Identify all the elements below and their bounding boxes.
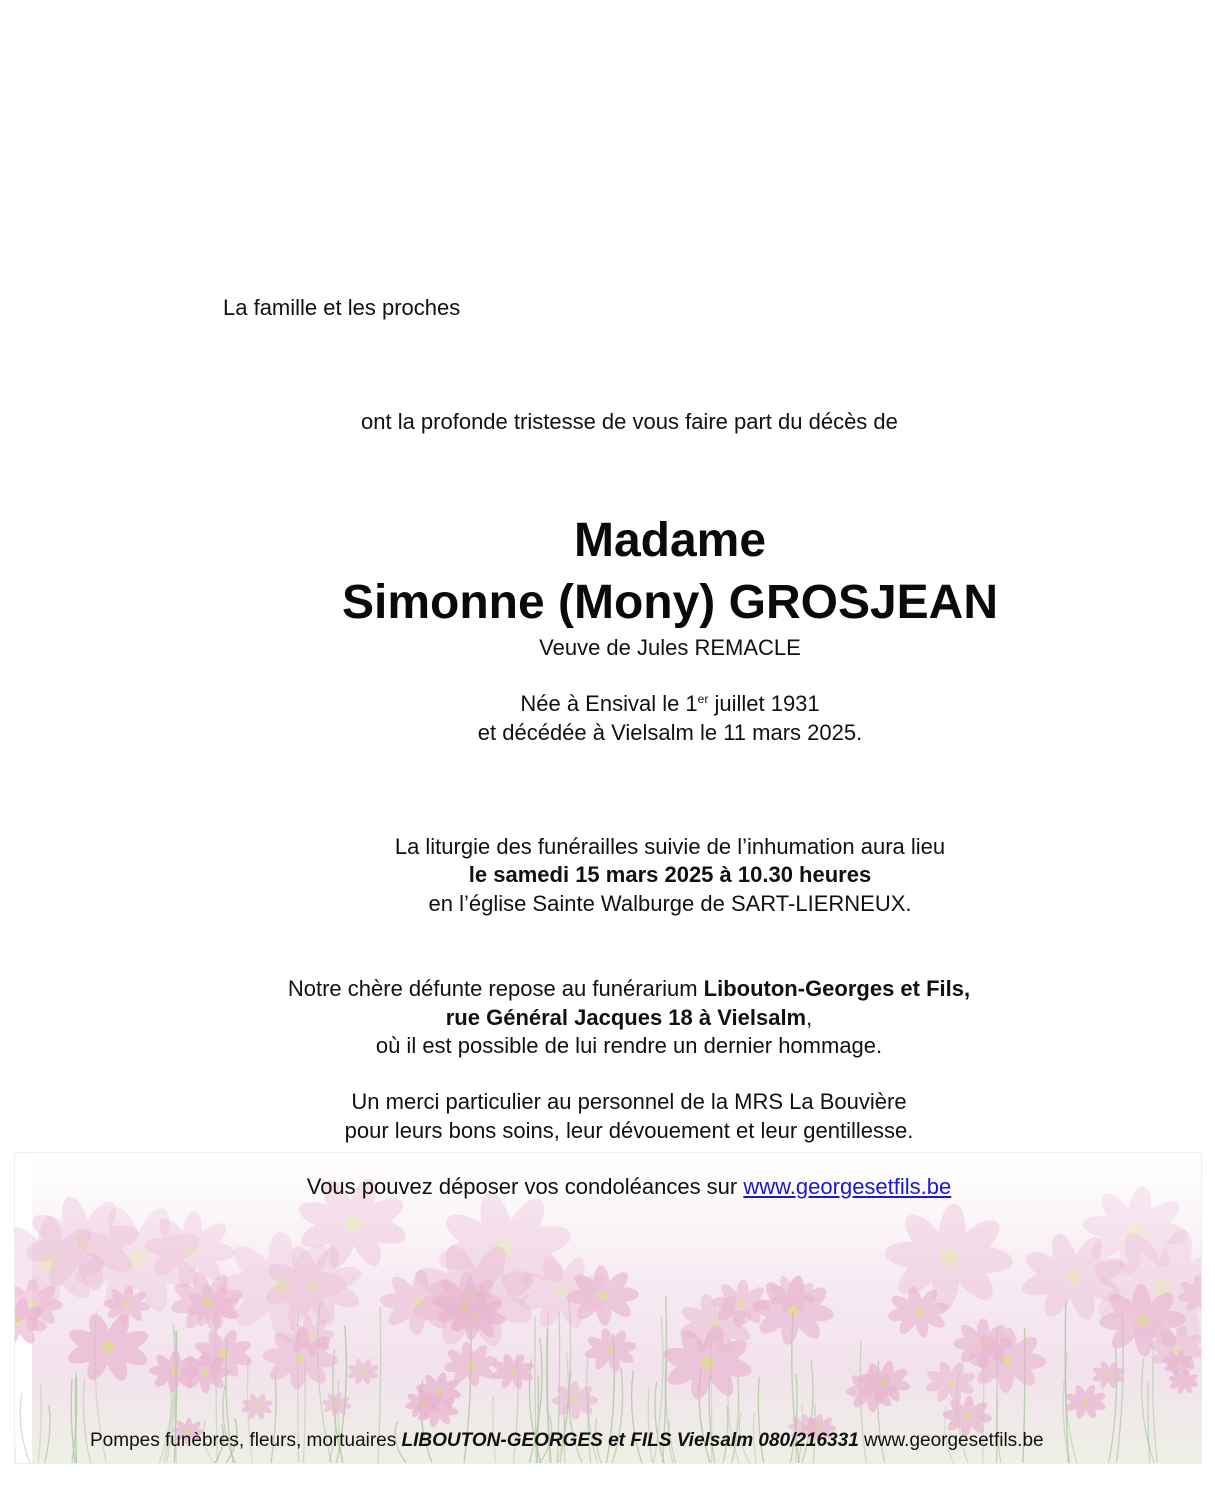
cosmos-flower [322,1392,352,1417]
birth-line [0,690,1215,718]
footer-prefix: Pompes funèbres, fleurs, mortuaires [90,1430,402,1451]
flower-stem [1148,1383,1150,1464]
cosmos-flower [1092,1360,1126,1389]
flower-stem [38,1385,41,1464]
funerarium-comma: , [806,1005,813,1030]
footer-website: www.georgesetfils.be [858,1430,1044,1451]
condolences-line [0,1173,1215,1201]
footer-company: LIBOUTON-GEORGES et FILS Vielsalm 080/216331 [401,1430,859,1451]
cosmos-flower [583,1327,637,1373]
flower-stem [20,1393,31,1464]
cosmos-flower [884,1203,1014,1312]
death-line: et décédée à Vielsalm le 11 mars 2025. [477,720,863,745]
cosmos-flower [180,1351,230,1393]
funerarium-address: rue Général Jacques 18 à Vielsalm [445,1005,807,1030]
widow-of: Veuve de Jules REMACLE [539,635,801,660]
announcement-text: ont la profonde tristesse de vous faire part du décès de [361,409,898,434]
intro-text: La famille et les proches [223,295,461,320]
cosmos-flower [241,1393,274,1421]
footer-line [90,1428,1044,1454]
funerarium-line-2 [0,1004,1215,1032]
birth-prefix: Née à Ensival le 1 [520,691,698,716]
cosmos-flower [751,1275,835,1346]
thanks-line-2: pour leurs bons soins, leur dévouement et leur gentillesse. [344,1118,914,1143]
cosmos-flower [65,1311,151,1384]
funerarium-line-1 [0,975,1215,1003]
funerarium-line-3: où il est possible de lui rendre un dernier hommage. [375,1033,883,1058]
funerarium-name: Libouton-Georges et Fils, [703,976,971,1001]
cosmos-flower [218,1232,346,1340]
cosmos-flower [491,1352,536,1390]
birth-superscript: er [697,692,709,706]
funerarium-intro: Notre chère défunte repose au funérarium [287,976,704,1001]
ceremony-line-1: La liturgie des funérailles suivie de l’inhumation aura lieu [394,834,946,859]
condolences-text: Vous pouvez déposer vos condoléances sur [306,1174,744,1199]
cosmos-flower [1064,1384,1107,1420]
ceremony-date: le samedi 15 mars 2025 à 10.30 heures [468,862,872,887]
ceremony-place: en l’église Sainte Walburge de SART-LIERNEUX. [428,891,912,916]
thanks-line-1: Un merci particulier au personnel de la MRS La Bouvière [351,1089,907,1114]
honorific: Madame [573,514,767,567]
birth-suffix: juillet 1931 [708,691,820,716]
flower-stem [44,1405,50,1464]
cosmos-flower [347,1358,380,1386]
condolences-link[interactable]: www.georgesetfils.be [743,1174,952,1199]
deceased-name: Simonne (Mony) GROSJEAN [341,576,999,629]
